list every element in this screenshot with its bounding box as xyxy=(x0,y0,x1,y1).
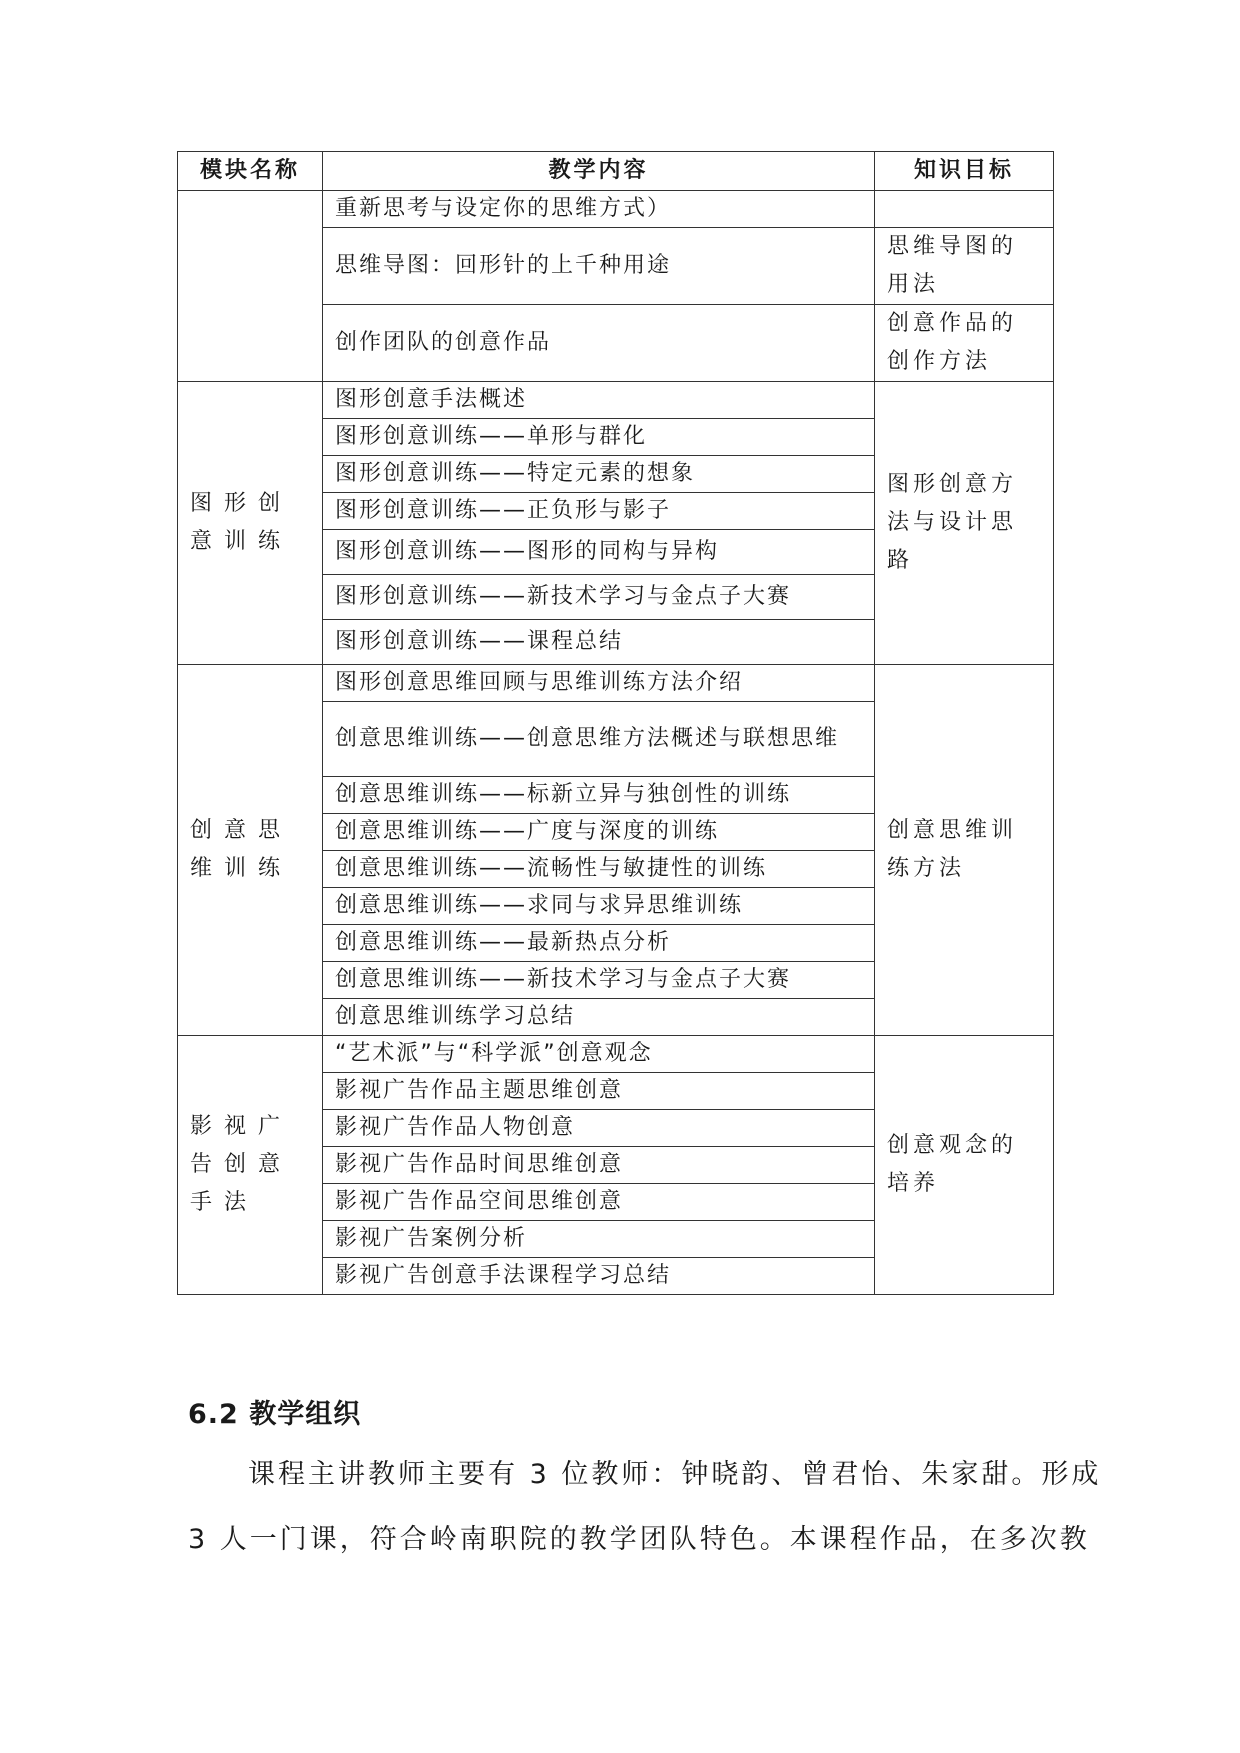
content-cell: 思维导图：回形针的上千种用途 xyxy=(323,228,875,305)
content-cell: 图形创意训练——课程总结 xyxy=(323,620,875,665)
header-knowledge-goal: 知识目标 xyxy=(875,152,1054,191)
paragraph-line: 3 人一门课，符合岭南职院的教学团队特色。本课程作品，在多次教 xyxy=(188,1524,1090,1555)
goal-cell xyxy=(875,191,1054,228)
content-cell: 图形创意思维回顾与思维训练方法介绍 xyxy=(323,665,875,702)
goal-cell: 创意观念的培养 xyxy=(875,1036,1054,1295)
curriculum-table xyxy=(177,151,1054,1295)
content-cell: 创意思维训练——最新热点分析 xyxy=(323,925,875,962)
content-cell: 创意思维训练——标新立异与独创性的训练 xyxy=(323,777,875,814)
content-cell: 图形创意训练——新技术学习与金点子大赛 xyxy=(323,575,875,620)
header-teaching-content: 教学内容 xyxy=(323,152,875,191)
section-heading: 6.2 教学组织 xyxy=(188,1399,362,1430)
content-cell: 创意思维训练——流畅性与敏捷性的训练 xyxy=(323,851,875,888)
content-cell: 影视广告作品主题思维创意 xyxy=(323,1073,875,1110)
content-cell: 影视广告作品空间思维创意 xyxy=(323,1184,875,1221)
table-row xyxy=(178,665,1054,702)
content-cell: “艺术派”与“科学派”创意观念 xyxy=(323,1036,875,1073)
content-cell: 图形创意训练——特定元素的想象 xyxy=(323,456,875,493)
content-cell: 重新思考与设定你的思维方式） xyxy=(323,191,875,228)
goal-cell: 思维导图的用法 xyxy=(875,228,1054,305)
table-header-row xyxy=(178,152,1054,191)
goal-cell: 创意作品的创作方法 xyxy=(875,305,1054,382)
goal-cell: 创意思维训练方法 xyxy=(875,665,1054,1036)
content-cell: 创意思维训练——创意思维方法概述与联想思维 xyxy=(323,702,875,777)
module-cell: 创意思维训练 xyxy=(178,665,323,1036)
content-cell: 创意思维训练——新技术学习与金点子大赛 xyxy=(323,962,875,999)
module-cell: 图形创意训练 xyxy=(178,382,323,665)
content-cell: 影视广告作品时间思维创意 xyxy=(323,1147,875,1184)
content-cell: 创意思维训练——广度与深度的训练 xyxy=(323,814,875,851)
content-cell: 图形创意训练——正负形与影子 xyxy=(323,493,875,530)
table-row xyxy=(178,1036,1054,1073)
goal-cell: 图形创意方法与设计思路 xyxy=(875,382,1054,665)
content-cell: 影视广告创意手法课程学习总结 xyxy=(323,1258,875,1295)
content-cell: 创意思维训练——求同与求异思维训练 xyxy=(323,888,875,925)
content-cell: 图形创意训练——单形与群化 xyxy=(323,419,875,456)
header-module-name: 模块名称 xyxy=(178,152,323,191)
content-cell: 图形创意手法概述 xyxy=(323,382,875,419)
paragraph-line: 课程主讲教师主要有 3 位教师：钟晓韵、曾君怡、朱家甜。形成 xyxy=(248,1459,1102,1490)
table-row xyxy=(178,191,1054,228)
module-cell xyxy=(178,191,323,382)
module-cell: 影视广告创意手法 xyxy=(178,1036,323,1295)
content-cell: 创意思维训练学习总结 xyxy=(323,999,875,1036)
content-cell: 图形创意训练——图形的同构与异构 xyxy=(323,530,875,575)
content-cell: 影视广告案例分析 xyxy=(323,1221,875,1258)
content-cell: 影视广告作品人物创意 xyxy=(323,1110,875,1147)
table-row xyxy=(178,382,1054,419)
content-cell: 创作团队的创意作品 xyxy=(323,305,875,382)
